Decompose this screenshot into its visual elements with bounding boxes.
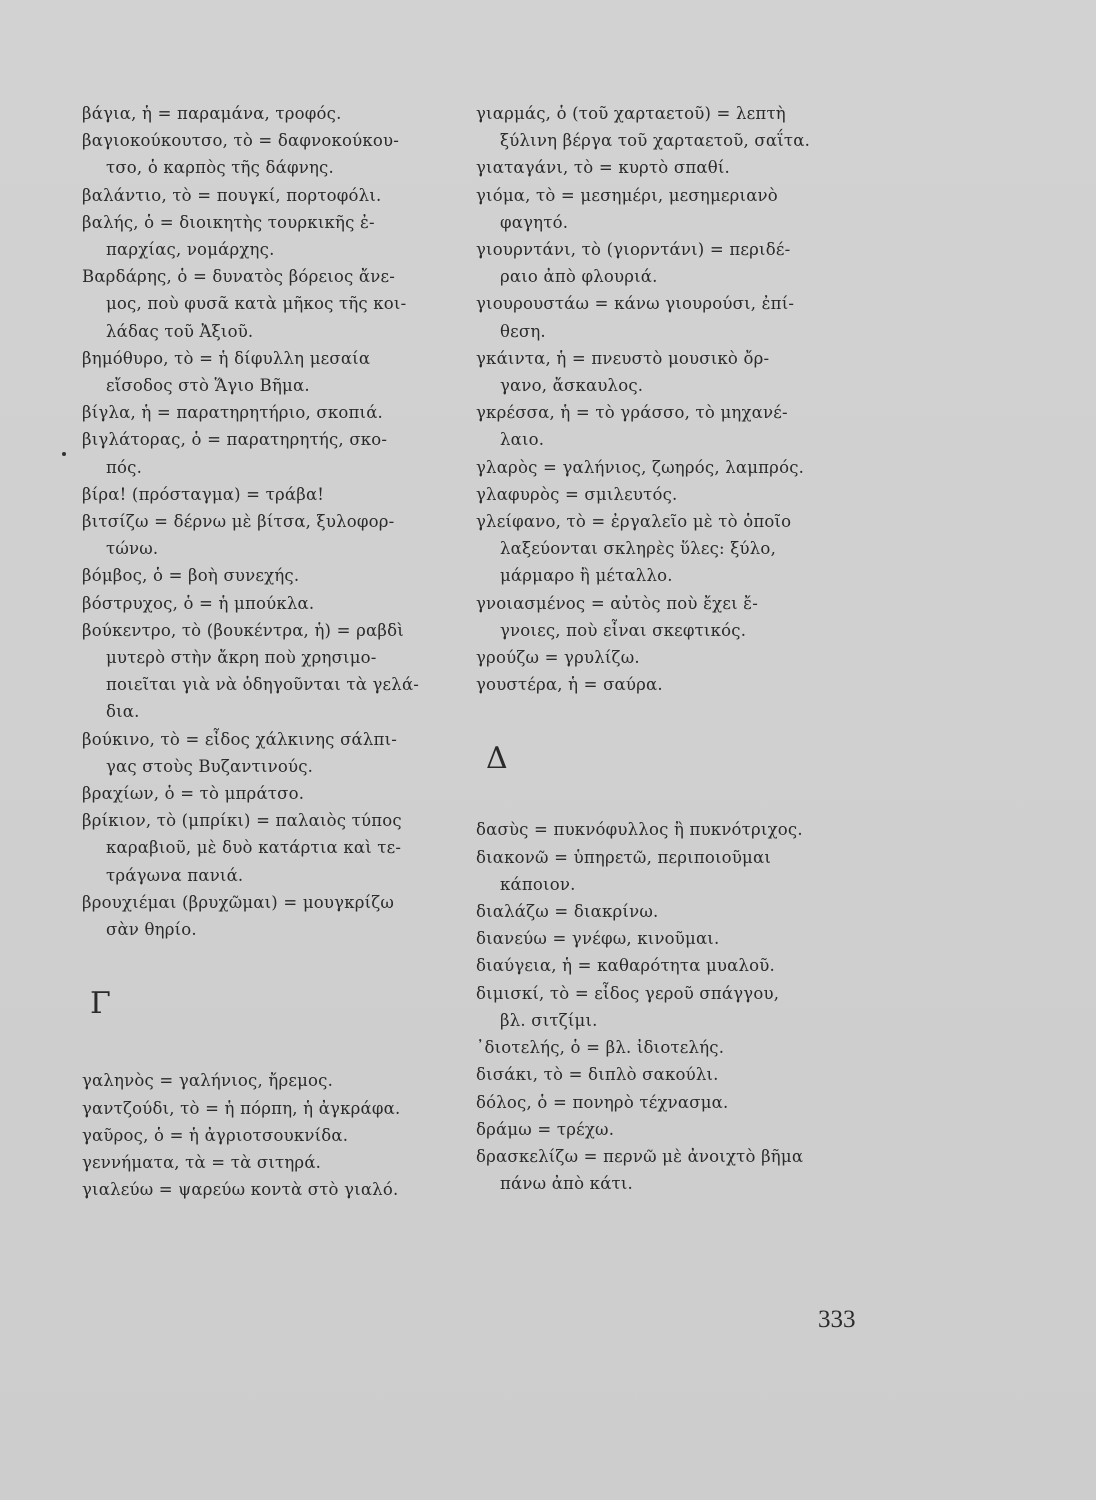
entry-line: βάγια, ἡ = παραμάνα, τροφός. [82,104,342,123]
glossary-entry [476,816,868,843]
glossary-entry [82,1095,474,1122]
glossary-entry [82,426,474,480]
entry-line: βρίκιον, τὸ (μπρίκι) = παλαιὸς τύπος [82,811,402,831]
entry-continuation-line: ποιεῖται γιὰ νὰ ὁδηγοῦνται τὰ γελά- [106,675,420,695]
entry-continuation-line: γας στοὺς Βυζαντινούς. [106,756,314,776]
entry-line: γιουρντάνι, τὸ (γιορντάνι) = περιδέ- [476,240,791,260]
entry-continuation-line: γνοιες, ποὺ εἶναι σκεφτικός. [500,620,747,640]
glossary-entry [476,1089,868,1116]
entry-line: γκάιντα, ἡ = πνευστὸ μουσικὸ ὄρ- [476,348,770,368]
entry-line: βημόθυρο, τὸ = ἡ δίφυλλη μεσαία [82,348,371,368]
entry-continuation-line: καραβιοῦ, μὲ δυὸ κατάρτια καὶ τε- [106,838,402,858]
entry-continuation-line: λαιο. [500,430,545,450]
section-letter-delta: Δ [486,741,508,777]
entry-line: γιαρμάς, ὁ (τοῦ χαρταετοῦ) = λεπτὴ [476,104,786,123]
glossary-entry [82,1067,474,1094]
entry-continuation-line: μάρμαρο ἢ μέταλλο. [500,566,673,586]
entry-line: δισάκι, τὸ = διπλὸ σακούλι. [476,1065,719,1085]
glossary-entry [82,590,474,617]
entry-line: βούκινο, τὸ = εἶδος χάλκινης σάλπι- [82,729,398,749]
entry-continuation-line: παρχίας, νομάρχης. [106,240,275,260]
entry-continuation-line: ξύλινη βέργα τοῦ χαρταετοῦ, σαΐτα. [500,131,811,151]
glossary-entry [476,345,868,399]
right-section-entries [476,816,868,1197]
entry-continuation-line: πάνω ἀπὸ κάτι. [500,1174,633,1194]
entry-continuation-line: τράγωνα πανιά. [106,865,244,885]
entry-line: βίγλα, ἡ = παρατηρητήριο, σκοπιά. [82,403,384,423]
glossary-entry [82,481,474,508]
glossary-entry [476,100,868,154]
entry-continuation-line: σὰν θηρίο. [106,920,197,940]
entry-continuation-line: μος, ποὺ φυσᾶ κατὰ μῆκος τῆς κοι- [106,294,407,314]
glossary-entry [82,562,474,589]
glossary-entry [82,508,474,562]
entry-line: δόλος, ὁ = πονηρὸ τέχνασμα. [476,1092,729,1112]
entry-line: γαληνὸς = γαλήνιος, ἤρεμος. [82,1071,334,1091]
entry-continuation-line: τώνω. [106,539,159,559]
entry-line: διαλάζω = διακρίνω. [476,902,659,922]
glossary-entry [476,925,868,952]
entry-line: διανεύω = γνέφω, κινοῦμαι. [476,929,720,949]
entry-line: βόστρυχος, ὁ = ἡ μπούκλα. [82,593,315,613]
entry-line: βαλής, ὁ = διοικητὴς τουρκικῆς ἐ- [82,212,375,232]
entry-line: βρουχιέμαι (βρυχῶμαι) = μουγκρίζω [82,892,395,912]
right-entries [476,100,868,698]
glossary-entry [476,508,868,590]
entry-continuation-line: θεση. [500,321,546,341]
glossary-entry [82,1122,474,1149]
entry-line: γιόμα, τὸ = μεσημέρι, μεσημεριανὸ [476,185,778,205]
glossary-entry [82,889,474,943]
right-column [476,100,868,1197]
glossary-entry [476,1116,868,1143]
entry-line: γιουρουστάω = κάνω γιουρούσι, ἐπί- [476,294,795,314]
left-section-entries [82,1067,474,1203]
glossary-entry [82,399,474,426]
entry-line: διαύγεια, ἡ = καθαρότητα μυαλοῦ. [476,956,775,976]
entry-line: δρασκελίζω = περνῶ μὲ ἀνοιχτὸ βῆμα [476,1146,804,1166]
glossary-entry [82,726,474,780]
glossary-entry [476,454,868,481]
entry-line: γιαταγάνι, τὸ = κυρτὸ σπαθί. [476,158,730,178]
entry-line: γουστέρα, ἡ = σαύρα. [476,675,663,695]
entry-continuation-line: δια. [106,702,140,722]
entry-continuation-line: κάποιον. [500,874,576,894]
entry-continuation-line: εἴσοδος στὸ Ἅγιο Βῆμα. [106,376,310,396]
entry-line: Βαρδάρης, ὁ = δυνατὸς βόρειος ἄνε- [82,267,396,287]
glossary-entry [476,590,868,644]
entry-continuation-line: γανο, ἄσκαυλος. [500,376,644,396]
glossary-entry [476,980,868,1034]
entry-line: γαῦρος, ὁ = ἡ ἀγριοτσουκνίδα. [82,1125,349,1145]
entry-continuation-line: λαξεύονται σκληρὲς ὕλες: ξύλο, [500,539,777,559]
glossary-entry [82,1149,474,1176]
glossary-entry [82,780,474,807]
ink-speck [62,452,66,456]
entry-line: βαλάντιο, τὸ = πουγκί, πορτοφόλι. [82,185,382,205]
glossary-entry [476,952,868,979]
glossary-entry [476,1034,868,1061]
glossary-entry [82,345,474,399]
entry-continuation-line: πός. [106,457,143,477]
entry-continuation-line: φαγητό. [500,212,569,232]
glossary-entry [476,671,868,698]
glossary-entry [476,236,868,290]
entry-line: δασὺς = πυκνόφυλλος ἢ πυκνότριχος. [476,820,803,840]
glossary-entry [82,1176,474,1203]
glossary-entry [476,290,868,344]
entry-continuation-line: τσο, ὁ καρπὸς τῆς δάφνης. [106,158,334,178]
entry-line: γλαρὸς = γαλήνιος, ζωηρός, λαμπρός. [476,457,805,477]
entry-line: βόμβος, ὁ = βοὴ συνεχής. [82,566,300,586]
entry-continuation-line: βλ. σιτζίμι. [500,1010,598,1030]
glossary-entry [476,154,868,181]
entry-line: βούκεντρο, τὸ (βουκέντρα, ἡ) = ραβδὶ [82,620,404,640]
glossary-entry [476,1143,868,1197]
glossary-entry [82,127,474,181]
entry-line: γνοιασμένος = αὐτὸς ποὺ ἔχει ἔ- [476,593,759,613]
entry-line: βραχίων, ὁ = τὸ μπράτσο. [82,784,305,804]
entry-line: δράμω = τρέχω. [476,1119,615,1139]
glossary-entry [476,182,868,236]
entry-continuation-line: λάδας τοῦ Ἀξιοῦ. [106,321,254,341]
glossary-entry [82,182,474,209]
entry-line: βιγλάτορας, ὁ = παρατηρητής, σκο- [82,430,388,450]
glossary-entry [82,209,474,263]
glossary-entry [82,100,474,127]
glossary-entry [476,644,868,671]
entry-line: ᾽διοτελής, ὁ = βλ. ἰδιοτελής. [476,1038,725,1058]
entry-line: βαγιοκούκουτσο, τὸ = δαφνοκούκου- [82,131,400,151]
left-column [82,100,474,1203]
entry-line: γρούζω = γρυλίζω. [476,648,640,668]
entry-line: γλείφανο, τὸ = ἐργαλεῖο μὲ τὸ ὁποῖο [476,512,792,532]
entry-continuation-line: μυτερὸ στὴν ἄκρη ποὺ χρησιμο- [106,648,377,668]
section-letter-gamma: Γ [90,986,111,1022]
entry-line: διμισκί, τὸ = εἶδος γεροῦ σπάγγου, [476,983,780,1003]
entry-line: γαντζούδι, τὸ = ἡ πόρπη, ἡ ἀγκράφα. [82,1098,401,1118]
glossary-entry [82,617,474,726]
entry-line: γλαφυρὸς = σμιλευτός. [476,484,678,504]
glossary-entry [476,844,868,898]
glossary-entry [82,263,474,345]
entry-line: γκρέσσα, ἡ = τὸ γράσσο, τὸ μηχανέ- [476,403,788,423]
entry-continuation-line: ραιο ἀπὸ φλουριά. [500,267,658,287]
glossary-entry [476,898,868,925]
entry-line: γεννήματα, τὰ = τὰ σιτηρά. [82,1152,322,1172]
entry-line: βιτσίζω = δέρνω μὲ βίτσα, ξυλοφορ- [82,512,395,532]
glossary-entry [476,481,868,508]
entry-line: διακονῶ = ὑπηρετῶ, περιποιοῦμαι [476,847,771,867]
entry-line: βίρα! (πρόσταγμα) = τράβα! [82,484,325,504]
glossary-entry [476,399,868,453]
page-number: 333 [818,1306,856,1333]
glossary-entry [82,807,474,889]
left-entries [82,100,474,943]
entry-line: γιαλεύω = ψαρεύω κοντὰ στὸ γιαλό. [82,1180,399,1200]
glossary-entry [476,1061,868,1088]
